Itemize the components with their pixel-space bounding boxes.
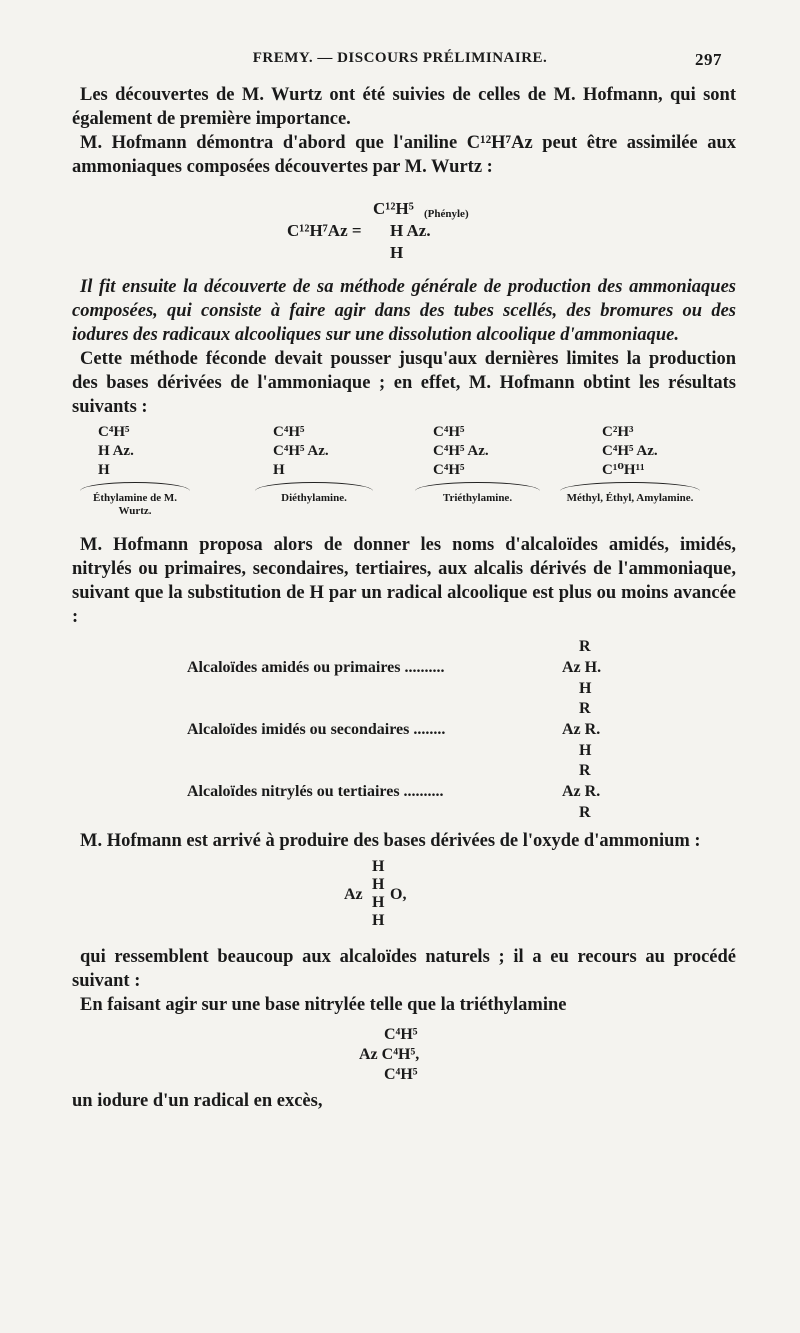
base-line: C²H³ (602, 424, 634, 440)
base-line: C⁴H⁵ (273, 424, 305, 440)
base-caption: Éthylamine de M. Wurtz. (92, 492, 178, 517)
base-line: C⁴H⁵ (433, 462, 465, 478)
paragraph-7: qui ressemblent beaucoup aux alcaloïdes naturels ; il a eu recours au procédé suivant : (72, 947, 736, 991)
formula-bottom: H (390, 243, 404, 262)
base-line: C⁴H⁵ Az. (433, 443, 489, 459)
ammon-h2: H (372, 876, 385, 893)
base-line: C⁴H⁵ (98, 424, 130, 440)
base-caption: Triéthylamine. (442, 492, 513, 504)
alc-label: Alcaloïdes amidés ou primaires .......... (187, 659, 445, 676)
formula-mid: H Az. (390, 221, 431, 240)
base-line: H (273, 462, 285, 478)
ammonium-formula (72, 853, 736, 931)
page-body (72, 83, 736, 1113)
alc-r3: R (579, 804, 591, 821)
formula-top-note: (Phényle) (424, 208, 469, 220)
alc-r1: R (579, 638, 591, 655)
ammon-h1: H (372, 858, 385, 875)
base-triethylamine (415, 423, 565, 505)
brace (560, 482, 700, 491)
alc-label: Alcaloïdes nitrylés ou tertiaires .......... (187, 783, 444, 800)
ammon-h4: H (372, 912, 385, 929)
paragraph-9: un iodure d'un radical en excès, (72, 1091, 323, 1111)
ammon-o: O, (390, 886, 407, 903)
brace (255, 482, 373, 491)
page-number: 297 (695, 50, 722, 69)
alc-r1: R (579, 762, 591, 779)
base-line: H Az. (98, 443, 134, 459)
brace (80, 482, 190, 491)
alc-r2: Az R. (562, 721, 601, 738)
alc-r1: R (579, 700, 591, 717)
base-line: C⁴H⁵ Az. (602, 443, 658, 459)
paragraph-5: M. Hofmann proposa alors de donner les noms d'alcaloïdes amidés, imidés, nitrylés ou primaires, secondaires, tertiaires, aux alcalis dérivés de l'ammoniaque, suivant que la substitution de H par un radical alcoolique est plus ou moins avancée : (72, 535, 736, 627)
ammon-h3: H (372, 894, 385, 911)
base-line: C⁴H⁵ Az. (273, 443, 329, 459)
alc-label: Alcaloïdes imidés ou secondaires ........ (187, 721, 446, 738)
brace (415, 482, 540, 491)
alc-r2: Az H. (562, 659, 602, 676)
paragraph-1: Les découvertes de M. Wurtz ont été suivies de celles de M. Hofmann, qui sont également de première importance. (72, 85, 736, 129)
aniline-formula (72, 179, 736, 275)
base-ethylamine (80, 423, 230, 518)
running-header (0, 50, 800, 72)
alc-r2: Az R. (562, 783, 601, 800)
triethylamine-formula (72, 1017, 736, 1085)
paragraph-2: M. Hofmann démontra d'abord que l'aniline C¹²H⁷Az peut être assimilée aux ammoniaques composées découvertes par M. Wurtz : (72, 133, 736, 177)
alcaloides-tertiaires (72, 759, 736, 821)
formula-left: C¹²H⁷Az = (287, 221, 362, 240)
trieth-l1: C⁴H⁵ (384, 1026, 418, 1043)
base-line: C⁴H⁵ (433, 424, 465, 440)
base-caption: Méthyl, Éthyl, Amylamine. (566, 492, 694, 504)
paragraph-3: Il fit ensuite la découverte de sa méthode générale de production des ammoniaques composées, qui consiste à faire agir dans des tubes scellés, des bromures ou des iodures des radicaux alcooliques sur une dissolution alcoolique d'ammoniaque. (72, 277, 736, 345)
formula-top: C¹²H⁵ (373, 199, 414, 218)
alcaloides-primaires (72, 635, 736, 697)
header-title: FREMY. — DISCOURS PRÉLIMINAIRE. (252, 50, 548, 66)
paragraph-4: Cette méthode féconde devait pousser jusqu'aux dernières limites la production des bases dérivées de l'ammoniaque ; en effet, M. Hofmann obtint les résultats suivants : (72, 349, 736, 417)
trieth-l3: C⁴H⁵ (384, 1066, 418, 1083)
paragraph-8: En faisant agir sur une base nitrylée telle que la triéthylamine (80, 995, 567, 1015)
base-line: H (98, 462, 110, 478)
alc-r3: H (579, 742, 592, 759)
base-diethylamine (255, 423, 405, 505)
ammon-az: Az (344, 886, 363, 903)
base-methyl-ethyl-amylamine (560, 423, 710, 505)
base-caption: Diéthylamine. (281, 492, 347, 504)
paragraph-6: M. Hofmann est arrivé à produire des bases dérivées de l'oxyde d'ammonium : (80, 831, 701, 851)
alcaloides-secondaires (72, 697, 736, 759)
alc-r3: H (579, 680, 592, 697)
bases-table (72, 423, 736, 533)
trieth-l2: Az C⁴H⁵, (359, 1046, 420, 1063)
base-line: C¹⁰H¹¹ (602, 462, 645, 478)
